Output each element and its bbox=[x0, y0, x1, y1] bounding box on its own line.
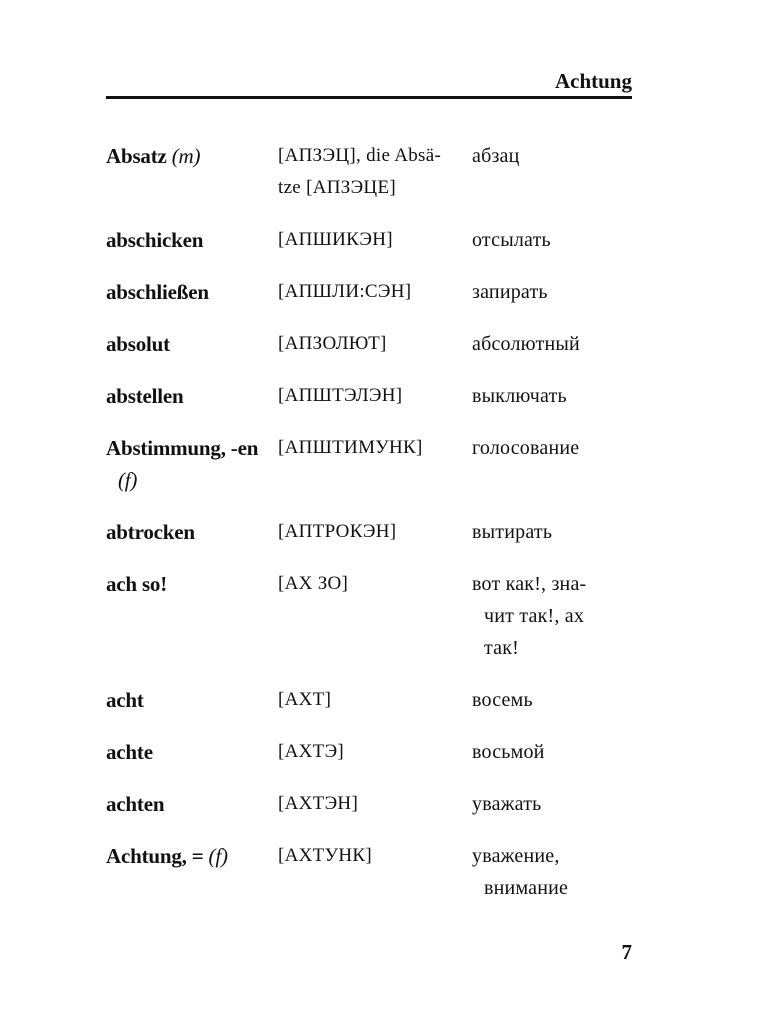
german-headword bbox=[106, 568, 278, 600]
transcription bbox=[278, 224, 472, 256]
dictionary-entry bbox=[106, 736, 632, 768]
translation-line: чит так!, ах bbox=[484, 605, 585, 627]
dictionary-entry bbox=[106, 328, 632, 360]
german-headword bbox=[106, 840, 278, 872]
transcription-line: [АХТ] bbox=[278, 689, 332, 710]
dictionary-entry bbox=[106, 788, 632, 820]
dictionary-entry bbox=[106, 432, 632, 496]
dictionary-entry bbox=[106, 276, 632, 308]
transcription-line: [АПТРОКЭН] bbox=[278, 521, 397, 542]
russian-translation bbox=[472, 432, 632, 464]
transcription bbox=[278, 788, 472, 820]
transcription bbox=[278, 328, 472, 360]
translation-line: вот как!, зна- bbox=[472, 573, 587, 595]
translation-line: абзац bbox=[472, 145, 520, 167]
transcription bbox=[278, 736, 472, 768]
transcription-line: [АПШТИМУНК] bbox=[278, 437, 423, 458]
translation-line: так! bbox=[484, 637, 520, 659]
gender-marker: (f) bbox=[118, 468, 138, 492]
german-headword bbox=[106, 736, 278, 768]
dictionary-entry bbox=[106, 684, 632, 716]
page-number: 7 bbox=[621, 940, 632, 964]
transcription-line: [АХТЭН] bbox=[278, 793, 359, 814]
russian-translation bbox=[472, 568, 632, 664]
transcription-line: [АПШИКЭН] bbox=[278, 229, 393, 250]
headword-text: Absatz bbox=[106, 144, 167, 168]
transcription-line: [АХТЭ] bbox=[278, 741, 345, 762]
german-headword bbox=[106, 788, 278, 820]
translation-line: восьмой bbox=[472, 741, 545, 763]
german-headword bbox=[106, 328, 278, 360]
headword-text: absolut bbox=[106, 332, 170, 356]
transcription bbox=[278, 840, 472, 872]
transcription bbox=[278, 276, 472, 308]
transcription bbox=[278, 432, 472, 464]
translation-line: вытирать bbox=[472, 521, 553, 543]
transcription-line: tze [АПЗЭЦЕ] bbox=[278, 177, 396, 198]
headword-text: Achtung, = bbox=[106, 844, 204, 868]
russian-translation bbox=[472, 736, 632, 768]
headword-text: achten bbox=[106, 792, 165, 816]
headword-text: abtrocken bbox=[106, 520, 195, 544]
dictionary-entries bbox=[106, 140, 632, 904]
russian-translation bbox=[472, 276, 632, 308]
german-headword bbox=[106, 140, 278, 172]
headword-text: achte bbox=[106, 740, 153, 764]
transcription bbox=[278, 684, 472, 716]
translation-line: отсылать bbox=[472, 229, 551, 251]
russian-translation bbox=[472, 328, 632, 360]
dictionary-entry bbox=[106, 840, 632, 904]
dictionary-entry bbox=[106, 568, 632, 664]
translation-line: уважать bbox=[472, 793, 542, 815]
headword-text: Abstimmung, -en bbox=[106, 436, 259, 460]
russian-translation bbox=[472, 224, 632, 256]
german-headword bbox=[106, 276, 278, 308]
dictionary-entry bbox=[106, 516, 632, 548]
russian-translation bbox=[472, 840, 632, 904]
translation-line: голосование bbox=[472, 437, 580, 459]
translation-line: запирать bbox=[472, 281, 548, 303]
header-rule bbox=[106, 96, 632, 99]
translation-line: внимание bbox=[484, 877, 569, 899]
translation-line: выключать bbox=[472, 385, 567, 407]
gender-marker: (f) bbox=[208, 844, 228, 868]
headword-text: abschließen bbox=[106, 280, 209, 304]
translation-line: абсолютный bbox=[472, 333, 580, 355]
german-headword bbox=[106, 432, 278, 496]
transcription bbox=[278, 380, 472, 412]
transcription-line: [АХ ЗО] bbox=[278, 573, 349, 594]
german-headword bbox=[106, 224, 278, 256]
headword-text: ach so! bbox=[106, 572, 168, 596]
transcription-line: [АПЗОЛЮТ] bbox=[278, 333, 387, 354]
russian-translation bbox=[472, 140, 632, 172]
russian-translation bbox=[472, 516, 632, 548]
dictionary-entry bbox=[106, 224, 632, 256]
german-headword bbox=[106, 380, 278, 412]
transcription-line: [АХТУНК] bbox=[278, 845, 372, 866]
headword-text: acht bbox=[106, 688, 144, 712]
transcription bbox=[278, 140, 472, 204]
german-headword bbox=[106, 516, 278, 548]
transcription-line: [АПШТЭЛЭН] bbox=[278, 385, 403, 406]
translation-line: уважение, bbox=[472, 845, 560, 867]
running-head: Achtung bbox=[554, 69, 632, 93]
german-headword bbox=[106, 684, 278, 716]
gender-marker: (m) bbox=[171, 144, 201, 168]
transcription bbox=[278, 568, 472, 600]
dictionary-entry bbox=[106, 140, 632, 204]
russian-translation bbox=[472, 380, 632, 412]
translation-line: восемь bbox=[472, 689, 533, 711]
headword-text: abschicken bbox=[106, 228, 204, 252]
transcription-line: [АПЗЭЦ], die Absä- bbox=[278, 145, 442, 166]
transcription-line: [АПШЛИ:СЭН] bbox=[278, 281, 412, 302]
russian-translation bbox=[472, 684, 632, 716]
transcription bbox=[278, 516, 472, 548]
russian-translation bbox=[472, 788, 632, 820]
headword-text: abstellen bbox=[106, 384, 184, 408]
dictionary-entry bbox=[106, 380, 632, 412]
